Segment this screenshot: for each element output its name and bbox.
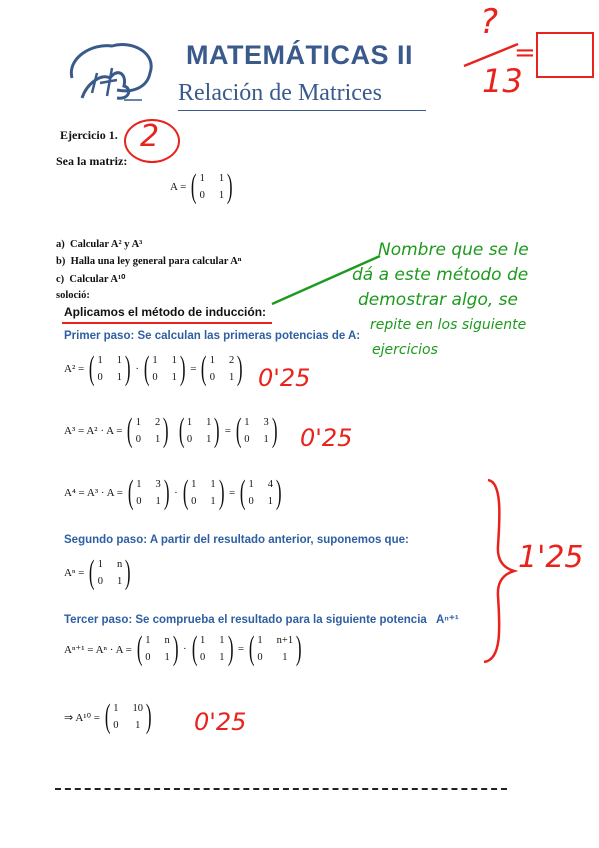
equation-lhs: Aⁿ⁺¹ = Aⁿ · A = — [64, 643, 132, 656]
matrix-cell: 1 — [171, 355, 177, 366]
matrix-cell: n+1 — [276, 635, 294, 646]
equation-a3 — [64, 414, 282, 448]
matrix-cell: 1 — [219, 652, 225, 663]
matrix: ( 1 1 0 1 ) — [191, 630, 234, 667]
matrix-cell: 1 — [116, 372, 123, 383]
exercise-heading: Ejercicio 1. — [60, 128, 118, 142]
matrix-cell: n — [116, 559, 123, 570]
matrix-cell: 1 — [257, 635, 263, 646]
matrix: ( 1 3 0 1 ) — [127, 474, 170, 511]
matrix-cell: 1 — [97, 355, 103, 366]
matrix-cell: 1 — [209, 355, 215, 366]
title-underline — [178, 110, 426, 111]
matrix-cell: 0 — [257, 652, 263, 663]
matrix-result: ( 1 2 0 1 ) — [201, 350, 243, 387]
exercise-item-b — [56, 256, 241, 267]
matrix-cell: 3 — [155, 479, 161, 490]
matrix-cell: 0 — [199, 190, 205, 201]
equation-lhs: A³ = A² · A = — [64, 425, 123, 437]
matrix: ( 1 1 0 1 ) — [89, 350, 131, 387]
matrix-cell: 1 — [200, 635, 206, 646]
equation-lhs: A⁴ = A³ · A = — [64, 487, 123, 499]
matrix-cell: 2 — [228, 355, 235, 366]
step3-title — [64, 612, 459, 626]
matrix-cell: 0 — [136, 496, 142, 507]
matrix-cell: 4 — [267, 479, 273, 490]
matrix-result: ( 1 3 0 1 ) — [235, 412, 278, 449]
item-text: Calcular A² y A³ — [70, 239, 143, 250]
grade-box — [536, 32, 594, 78]
matrix: ( 1 n 0 1 ) — [136, 630, 179, 667]
grade-denominator: 13 — [482, 62, 523, 100]
matrix-cell: 0 — [244, 434, 250, 445]
step3-power: Aⁿ⁺¹ — [435, 614, 459, 626]
score-annotation-1: 0'25 — [258, 364, 311, 392]
matrix-cell: 0 — [135, 434, 142, 445]
equals-sign: = — [237, 643, 245, 655]
matrix-cell: 1 — [155, 434, 161, 445]
equation-an1 — [64, 632, 306, 666]
matrix-cell: 1 — [263, 434, 269, 445]
score-annotation-2: 0'25 — [300, 424, 353, 452]
dot-operator: · — [183, 643, 187, 655]
matrix-cell: 1 — [206, 417, 212, 428]
matrix: ( 1 1 0 1 ) — [143, 350, 186, 387]
equation-a2 — [64, 352, 248, 386]
matrix-cell: 1 — [199, 173, 205, 184]
matrix: ( 1 1 0 1 ) — [182, 474, 225, 511]
matrix-cell: 0 — [145, 652, 151, 663]
grade-equals: = — [514, 38, 536, 68]
matrix-result: ( 1 4 0 1 ) — [240, 474, 282, 511]
exercise-item-a — [56, 239, 142, 250]
matrix-result: ( 1 n 0 1 ) — [89, 554, 131, 591]
matrix-a-definition — [170, 170, 237, 204]
item-label: b) — [56, 256, 66, 267]
equation-lhs: Aⁿ = — [64, 567, 85, 579]
matrix-cell: 1 — [97, 559, 103, 570]
matrix-cell: 1 — [135, 720, 141, 731]
matrix-cell: 1 — [244, 417, 250, 428]
matrix-cell: 1 — [218, 190, 225, 201]
matrix-result: ( 1 n+1 0 1 ) — [248, 630, 302, 667]
matrix-cell: 1 — [282, 652, 288, 663]
matrix-cell: 1 — [210, 496, 216, 507]
exercise-item-c — [56, 273, 125, 285]
matrix-cell: 2 — [155, 417, 161, 428]
dot-operator: · — [174, 487, 178, 499]
equals-sign: = — [190, 363, 197, 375]
matrix-cell: 1 — [152, 355, 158, 366]
equation-an — [64, 556, 136, 590]
matrix-cell: n — [164, 635, 170, 646]
matrix-cell: 0 — [186, 434, 193, 445]
matrix-cell: 1 — [116, 576, 123, 587]
matrix-cell: 0 — [152, 372, 158, 383]
item-label: c) — [56, 274, 65, 285]
step2-title: Segundo paso: A partir del resultado anterior, suponemos que: — [64, 534, 409, 546]
matrix-cell: 1 — [267, 496, 273, 507]
matrix-a: ( 1 1 0 1 ) — [191, 168, 233, 205]
matrix-a-label: A = — [170, 181, 187, 193]
matrix-cell: 1 — [113, 703, 119, 714]
equation-a4 — [64, 476, 286, 510]
matrix-cell: 0 — [97, 576, 103, 587]
step1-title: Primer paso: Se calculan las primeras potencias de A: — [64, 330, 361, 342]
matrix-cell: 1 — [206, 434, 212, 445]
matrix-cell: 1 — [171, 372, 177, 383]
item-label: a) — [56, 239, 65, 250]
matrix-cell: 1 — [116, 355, 123, 366]
item-text: Calcular A¹⁰ — [69, 274, 126, 285]
matrix-cell: 1 — [155, 496, 161, 507]
dot-operator: · — [135, 363, 140, 375]
matrix-cell: 1 — [145, 635, 151, 646]
matrix-cell: 0 — [191, 496, 197, 507]
matrix-cell: 0 — [200, 652, 206, 663]
matrix-cell: 1 — [218, 173, 225, 184]
matrix-cell: 0 — [97, 372, 103, 383]
matrix-cell: 0 — [248, 496, 254, 507]
school-logo — [62, 38, 162, 108]
exercise-score: 2 — [140, 119, 160, 154]
matrix-cell: 1 — [186, 417, 193, 428]
matrix-cell: 10 — [132, 703, 144, 714]
equation-lhs: ⇒ A¹⁰ = — [64, 711, 100, 724]
item-text: Halla una ley general para calcular Aⁿ — [70, 256, 242, 267]
matrix-cell: 0 — [209, 372, 215, 383]
section-divider — [55, 788, 507, 790]
matrix-cell: 1 — [228, 372, 235, 383]
matrix-cell: 1 — [248, 479, 254, 490]
matrix-cell: 0 — [113, 720, 119, 731]
step3-text: Tercer paso: Se comprueba el resultado para la siguiente potencia — [64, 614, 427, 626]
matrix-cell: 1 — [219, 635, 225, 646]
matrix-cell: 1 — [136, 479, 142, 490]
green-note — [352, 238, 598, 363]
green-note-line: ejercicios — [372, 342, 438, 358]
page-title: MATEMÁTICAS II — [186, 40, 413, 70]
score-brace: 1'25 — [518, 540, 584, 575]
matrix: ( 1 2 0 1 ) — [127, 412, 169, 449]
equals-sign: = — [224, 425, 231, 437]
solution-label: soloció: — [56, 290, 90, 301]
score-annotation-3: 0'25 — [194, 708, 247, 736]
equation-lhs: A² = — [64, 363, 85, 375]
green-note-line: demostrar algo, se — [358, 290, 518, 310]
method-underline — [62, 322, 272, 324]
matrix-result: ( 1 10 0 1 ) — [104, 698, 152, 735]
matrix-cell: 1 — [135, 417, 142, 428]
page-subtitle: Relación de Matrices — [178, 80, 382, 106]
right-brace — [478, 476, 518, 666]
matrix-cell: 1 — [210, 479, 216, 490]
green-note-line: repite en los siguiente — [370, 317, 527, 333]
equals-sign: = — [228, 487, 236, 499]
exercise-intro: Sea la matriz: — [56, 154, 128, 168]
matrix-cell: 3 — [263, 417, 269, 428]
equation-a10 — [64, 700, 156, 734]
matrix-cell: 1 — [191, 479, 197, 490]
green-note-line: Nombre que se le — [378, 240, 529, 260]
matrix-cell: 1 — [164, 652, 170, 663]
grade-question-mark: ? — [480, 2, 499, 42]
matrix: ( 1 1 0 1 ) — [178, 412, 220, 449]
method-title: Aplicamos el método de inducción: — [64, 305, 267, 319]
green-note-line: dá a este método de — [352, 265, 529, 285]
